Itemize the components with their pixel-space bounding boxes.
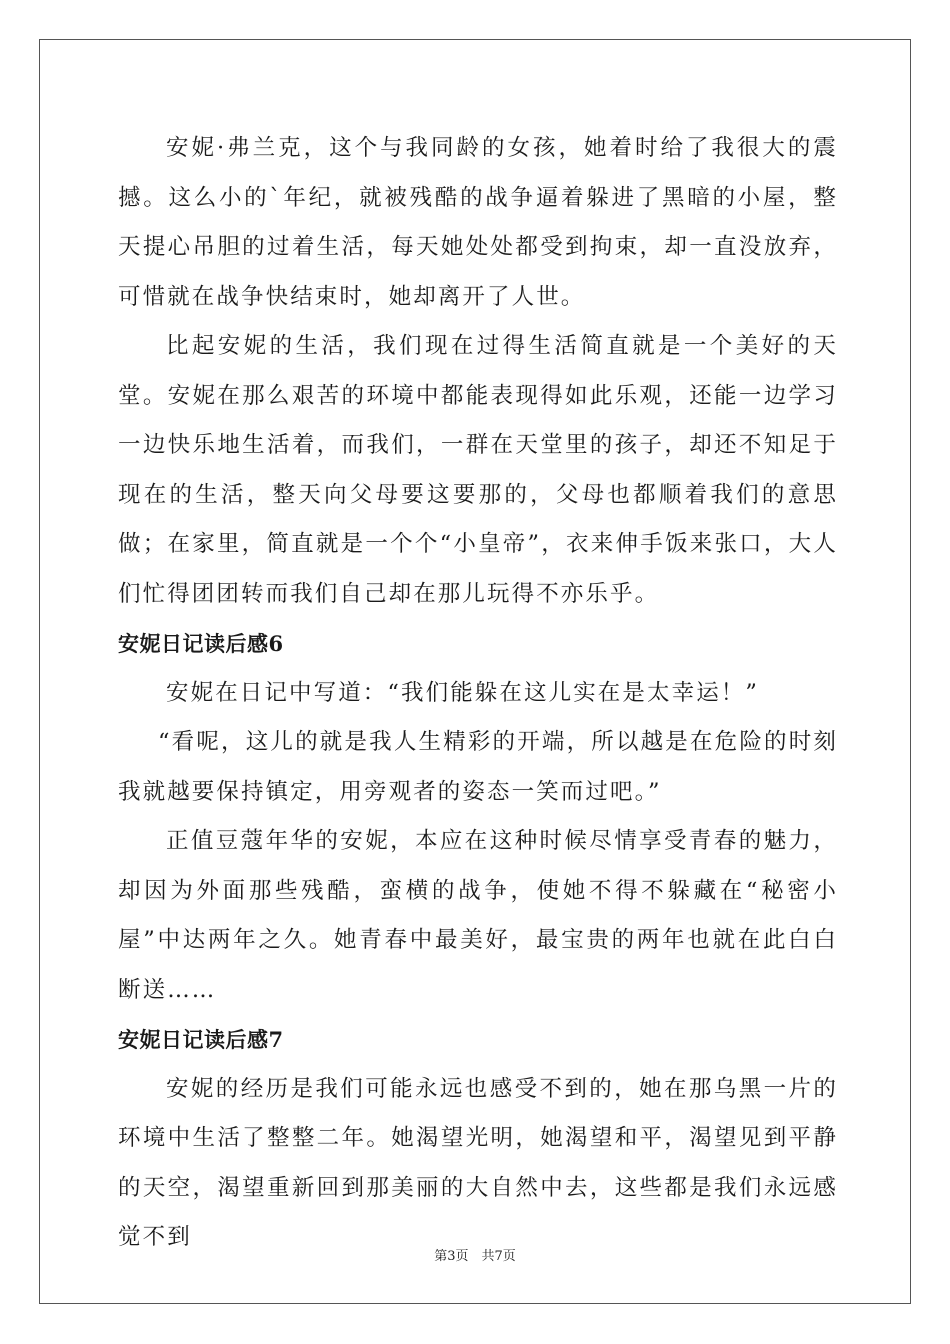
document-body [118,124,838,1263]
section-heading-7: 安妮日记读后感7 [118,1027,284,1052]
paragraph-1: 安妮·弗兰克，这个与我同龄的女孩，她着时给了我很大的震撼。这么小的`年纪，就被残酷的战争逼着躲进了黑暗的小屋，整天提心吊胆的过着生活，每天她处处都受到拘束，却一直没放弃，可惜就在战争快结束时，她却离开了人世。 [118,135,838,310]
paragraph-2: 比起安妮的生活，我们现在过得生活简直就是一个美好的天堂。安妮在那么艰苦的环境中都能表现得如此乐观，还能一边学习一边快乐地生活着，而我们，一群在天堂里的孩子，却还不知足于现在的生活，整天向父母要这要那的，父母也都顺着我们的意思做；在家里，简直就是一个个“小皇帝”，衣来伸手饭来张口，大人们忙得团团转而我们自己却在那儿玩得不亦乐乎。 [118,333,838,607]
section-heading-6: 安妮日记读后感6 [118,631,284,656]
paragraph-5: 正值豆蔻年华的安妮，本应在这种时候尽情享受青春的魅力，却因为外面那些残酷，蛮横的战争，使她不得不躲藏在“秘密小屋”中达两年之久。她青春中最美好，最宝贵的两年也就在此白白断送…… [118,828,838,1003]
page-number-footer: 第3页 共7页 [434,1249,516,1264]
paragraph-6: 安妮的经历是我们可能永远也感受不到的，她在那乌黑一片的环境中生活了整整二年。她渴望光明，她渴望和平，渴望见到平静的天空，渴望重新回到那美丽的大自然中去，这些都是我们永远感觉不到 [118,1075,838,1250]
paragraph-3: 安妮在日记中写道：“我们能躲在这儿实在是太幸运！” [166,679,760,706]
paragraph-4: “看呢，这儿的就是我人生精彩的开端，所以越是在危险的时刻我就越要保持镇定，用旁观者的姿态一笑而过吧。” [118,729,838,805]
